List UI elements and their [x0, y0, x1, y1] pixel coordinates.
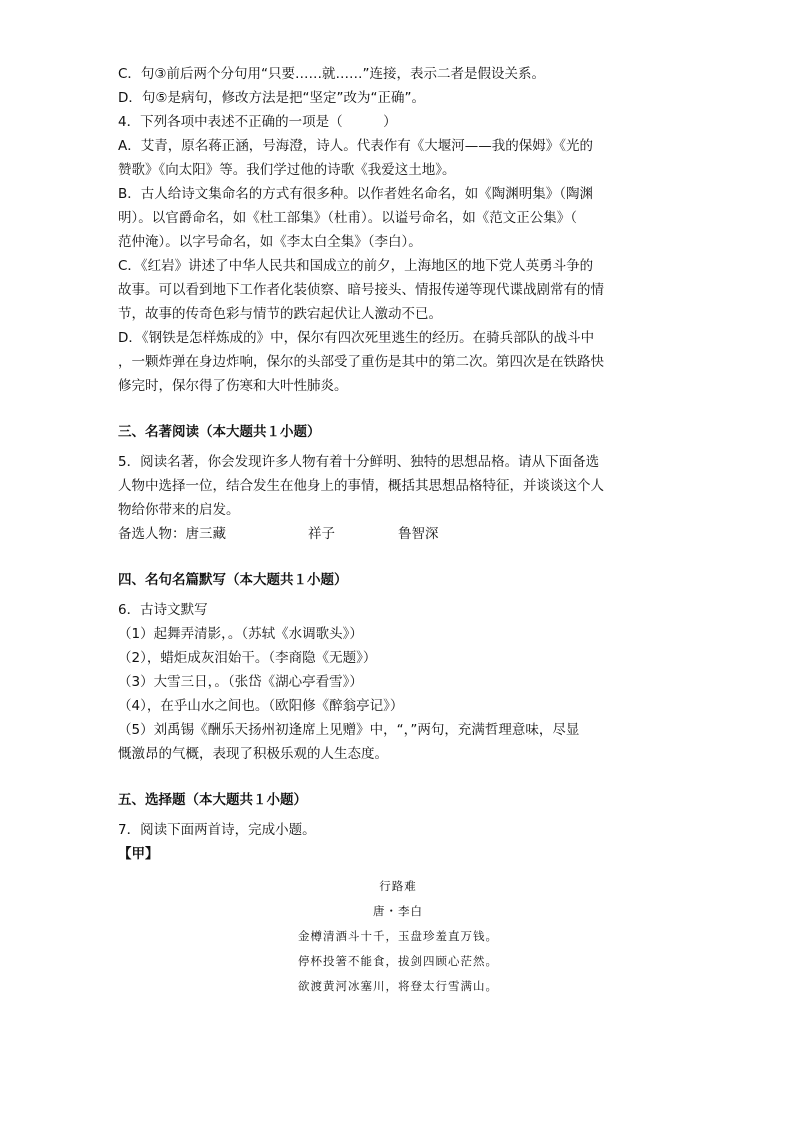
candidate-characters [118, 522, 678, 546]
poem-line: 停杯投箸不能食，拔剑四顾心茫然。 [298, 954, 498, 968]
candidate-3: 鲁智深 [398, 526, 439, 542]
q4-option-d-line: 修完时，保尔得了伤寒和大叶性肺炎。 [118, 378, 348, 394]
poem-line: 金樽清酒斗十千，玉盘珍羞直万钱。 [298, 929, 498, 943]
document-content [118, 62, 678, 999]
section-5-heading: 五、选择题（本大题共１小题） [118, 792, 307, 808]
q3-option-d: D．句⑤是病句，修改方法是把“坚定”改为“正确”。 [118, 90, 425, 106]
section-3-heading: 三、名著阅读（本大题共１小题） [118, 424, 321, 440]
q4-stem: 4．下列各项中表述不正确的一项是（ ） [118, 114, 397, 130]
q7-stem: 7．阅读下面两首诗，完成小题。 [118, 822, 316, 838]
q6-line: （1）起舞弄清影，。（苏轼《水调歌头》） [118, 626, 363, 642]
poem-line: 欲渡黄河冰塞川，将登太行雪满山。 [298, 979, 498, 993]
q4-option-d-line: D．《钢铁是怎样炼成的》中，保尔有四次死里逃生的经历。在骑兵部队的战斗中 [118, 330, 595, 346]
q4-option-c-line: 故事。可以看到地下工作者化装侦察、暗号接头、情报传递等现代谍战剧常有的情 [118, 282, 604, 298]
q4-option-b-line: 明）。以官爵命名，如《杜工部集》（杜甫）。以谥号命名，如《范文正公集》（ [118, 210, 577, 226]
candidate-2: 祥子 [308, 526, 335, 542]
part-jia-label: 【甲】 [118, 846, 159, 862]
poem-author: 唐・李白 [373, 904, 423, 918]
q4-option-c-line: C．《红岩》讲述了中华人民共和国成立的前夕，上海地区的地下党人英勇斗争的 [118, 258, 594, 274]
q4-option-d-line: ，一颗炸弹在身边炸响，保尔的头部受了重伤是其中的第二次。第四次是在铁路快 [118, 354, 604, 370]
q5-line: 5．阅读名著，你会发现许多人物有着十分鲜明、独特的思想品格。请从下面备选 [118, 454, 600, 470]
poem-block [118, 874, 678, 999]
q6-line: （5）刘禹锡《酬乐天扬州初逢席上见赠》中，“，”两句，充满哲理意味，尽显 [118, 722, 580, 738]
section-4-heading: 四、名句名篇默写（本大题共１小题） [118, 572, 348, 588]
q6-line: （4），在乎山水之间也。（欧阳修《醉翁亭记》） [118, 698, 404, 714]
q6-line: （2），蜡炬成灰泪始干。（李商隐《无题》） [118, 650, 377, 666]
q6-line: 慨激昂的气概，表现了积极乐观的人生态度。 [118, 746, 388, 762]
q4-option-b-line: B．古人给诗文集命名的方式有很多种。以作者姓名命名，如《陶渊明集》（陶渊 [118, 186, 594, 202]
q5-line: 人物中选择一位，结合发生在他身上的事情，概括其思想品格特征，并谈谈这个人 [118, 478, 604, 494]
candidate-label-1: 备选人物：唐三藏 [118, 526, 226, 542]
poem-title: 行路难 [379, 879, 417, 893]
q5-line: 物给你带来的启发。 [118, 502, 240, 518]
q4-option-b-line: 范仲淹）。以字号命名，如《李太白全集》（李白）。 [118, 234, 422, 250]
q6-line: 6．古诗文默写 [118, 602, 208, 618]
q4-option-a-line: 赞歌》《向太阳》等。我们学过他的诗歌《我爱这土地》。 [118, 162, 456, 178]
q4-option-c-line: 节，故事的传奇色彩与情节的跌宕起伏让人激动不已。 [118, 306, 442, 322]
q3-option-c: C．句③前后两个分句用“只要……就……”连接，表示二者是假设关系。 [118, 66, 546, 82]
q4-option-a-line: A．艾青，原名蒋正涵，号海澄，诗人。代表作有《大堰河——我的保姆》《光的 [118, 138, 593, 154]
q6-line: （3）大雪三日，。（张岱《湖心亭看雪》） [118, 674, 363, 690]
